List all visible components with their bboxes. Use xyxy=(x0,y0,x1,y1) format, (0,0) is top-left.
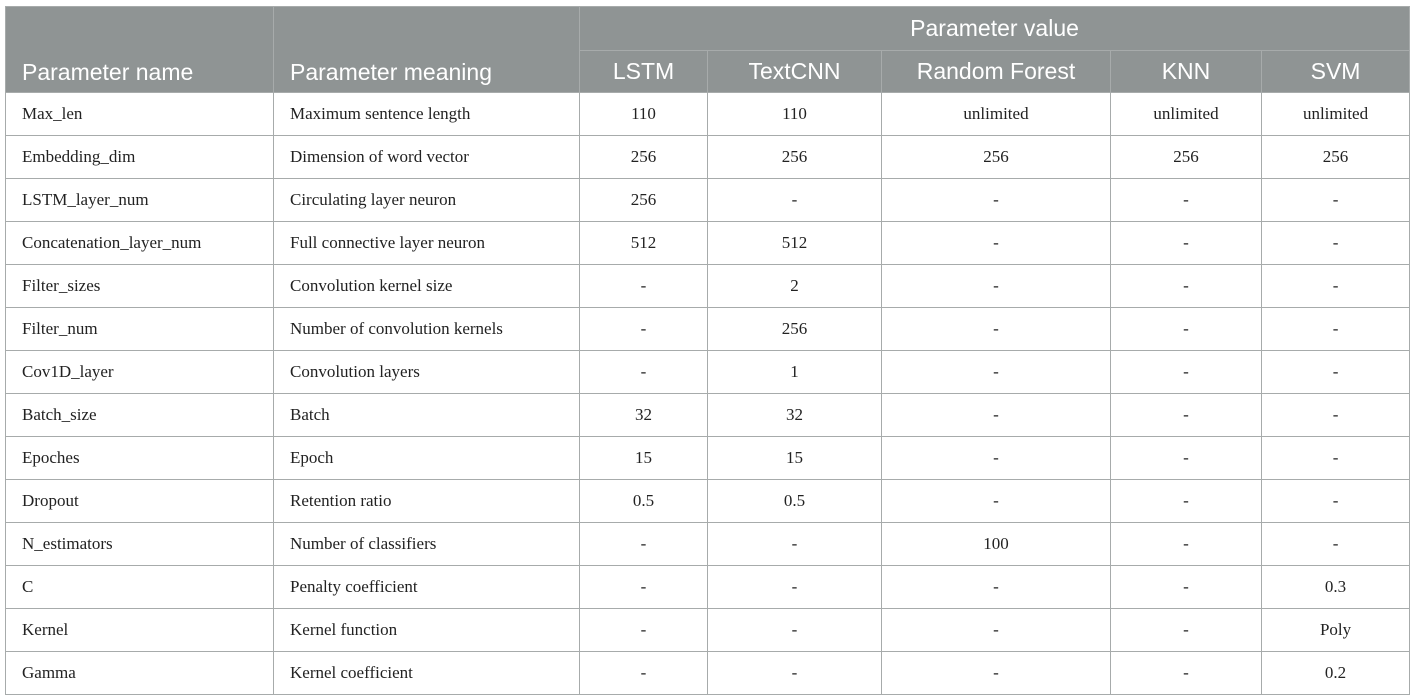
header-parameter-name: Parameter name xyxy=(6,7,274,93)
header-model-textcnn: TextCNN xyxy=(708,51,882,93)
cell-parameter-name: Gamma xyxy=(6,652,274,695)
cell-value-random-forest: 100 xyxy=(882,523,1111,566)
cell-value-lstm: 256 xyxy=(580,136,708,179)
cell-value-lstm: 15 xyxy=(580,437,708,480)
parameter-table-container xyxy=(5,6,1409,695)
table-row xyxy=(6,609,1410,652)
cell-value-lstm: - xyxy=(580,351,708,394)
cell-value-random-forest: - xyxy=(882,308,1111,351)
cell-value-lstm: - xyxy=(580,308,708,351)
cell-parameter-meaning: Maximum sentence length xyxy=(274,93,580,136)
table-body xyxy=(6,93,1410,695)
header-model-knn: KNN xyxy=(1111,51,1262,93)
cell-value-textcnn: 256 xyxy=(708,136,882,179)
cell-value-svm: 0.3 xyxy=(1262,566,1410,609)
cell-value-svm: - xyxy=(1262,179,1410,222)
parameter-table xyxy=(5,6,1410,695)
cell-value-knn: - xyxy=(1111,652,1262,695)
table-row xyxy=(6,523,1410,566)
cell-value-lstm: 0.5 xyxy=(580,480,708,523)
cell-parameter-name: Dropout xyxy=(6,480,274,523)
cell-parameter-name: Cov1D_layer xyxy=(6,351,274,394)
cell-value-random-forest: - xyxy=(882,437,1111,480)
cell-value-textcnn: 110 xyxy=(708,93,882,136)
cell-value-textcnn: 1 xyxy=(708,351,882,394)
cell-value-random-forest: unlimited xyxy=(882,93,1111,136)
cell-parameter-meaning: Convolution kernel size xyxy=(274,265,580,308)
cell-value-random-forest: - xyxy=(882,609,1111,652)
table-row xyxy=(6,394,1410,437)
cell-value-knn: - xyxy=(1111,523,1262,566)
cell-parameter-name: N_estimators xyxy=(6,523,274,566)
cell-value-lstm: 256 xyxy=(580,179,708,222)
cell-value-svm: unlimited xyxy=(1262,93,1410,136)
cell-value-textcnn: 2 xyxy=(708,265,882,308)
cell-value-svm: - xyxy=(1262,437,1410,480)
cell-value-lstm: 512 xyxy=(580,222,708,265)
table-row xyxy=(6,308,1410,351)
cell-value-knn: - xyxy=(1111,480,1262,523)
cell-value-svm: - xyxy=(1262,523,1410,566)
cell-value-svm: 256 xyxy=(1262,136,1410,179)
cell-value-random-forest: - xyxy=(882,265,1111,308)
table-row xyxy=(6,136,1410,179)
table-row xyxy=(6,222,1410,265)
cell-value-knn: - xyxy=(1111,179,1262,222)
cell-value-textcnn: 15 xyxy=(708,437,882,480)
table-row xyxy=(6,437,1410,480)
cell-value-svm: - xyxy=(1262,222,1410,265)
cell-value-lstm: - xyxy=(580,652,708,695)
header-model-lstm: LSTM xyxy=(580,51,708,93)
table-row xyxy=(6,480,1410,523)
cell-value-random-forest: - xyxy=(882,222,1111,265)
table-row xyxy=(6,652,1410,695)
cell-value-textcnn: 512 xyxy=(708,222,882,265)
cell-value-random-forest: - xyxy=(882,566,1111,609)
cell-value-random-forest: - xyxy=(882,394,1111,437)
cell-value-textcnn: 0.5 xyxy=(708,480,882,523)
cell-parameter-meaning: Dimension of word vector xyxy=(274,136,580,179)
cell-parameter-meaning: Full connective layer neuron xyxy=(274,222,580,265)
header-parameter-meaning: Parameter meaning xyxy=(274,7,580,93)
cell-value-svm: - xyxy=(1262,265,1410,308)
cell-parameter-meaning: Penalty coefficient xyxy=(274,566,580,609)
cell-value-textcnn: 256 xyxy=(708,308,882,351)
cell-parameter-name: C xyxy=(6,566,274,609)
header-model-random-forest: Random Forest xyxy=(882,51,1111,93)
cell-value-random-forest: 256 xyxy=(882,136,1111,179)
cell-value-random-forest: - xyxy=(882,351,1111,394)
cell-value-knn: - xyxy=(1111,351,1262,394)
cell-value-knn: - xyxy=(1111,308,1262,351)
cell-parameter-name: Concatenation_layer_num xyxy=(6,222,274,265)
header-parameter-value-group: Parameter value xyxy=(580,7,1410,51)
table-row xyxy=(6,566,1410,609)
cell-value-textcnn: - xyxy=(708,523,882,566)
cell-parameter-meaning: Retention ratio xyxy=(274,480,580,523)
cell-value-knn: - xyxy=(1111,566,1262,609)
cell-value-textcnn: - xyxy=(708,609,882,652)
table-row xyxy=(6,179,1410,222)
cell-parameter-meaning: Convolution layers xyxy=(274,351,580,394)
cell-value-lstm: - xyxy=(580,523,708,566)
cell-value-svm: Poly xyxy=(1262,609,1410,652)
table-row xyxy=(6,265,1410,308)
cell-value-textcnn: - xyxy=(708,652,882,695)
cell-parameter-meaning: Number of convolution kernels xyxy=(274,308,580,351)
cell-value-lstm: - xyxy=(580,566,708,609)
cell-value-svm: - xyxy=(1262,394,1410,437)
cell-parameter-name: Batch_size xyxy=(6,394,274,437)
cell-value-lstm: 32 xyxy=(580,394,708,437)
cell-value-knn: - xyxy=(1111,437,1262,480)
header-model-svm: SVM xyxy=(1262,51,1410,93)
table-row xyxy=(6,351,1410,394)
cell-value-knn: - xyxy=(1111,394,1262,437)
cell-value-lstm: - xyxy=(580,265,708,308)
cell-parameter-name: Max_len xyxy=(6,93,274,136)
cell-value-svm: 0.2 xyxy=(1262,652,1410,695)
cell-parameter-meaning: Kernel coefficient xyxy=(274,652,580,695)
cell-parameter-meaning: Batch xyxy=(274,394,580,437)
cell-value-random-forest: - xyxy=(882,179,1111,222)
cell-value-lstm: 110 xyxy=(580,93,708,136)
table-row xyxy=(6,93,1410,136)
cell-parameter-name: Kernel xyxy=(6,609,274,652)
cell-value-svm: - xyxy=(1262,308,1410,351)
cell-parameter-meaning: Number of classifiers xyxy=(274,523,580,566)
cell-parameter-meaning: Epoch xyxy=(274,437,580,480)
cell-value-knn: unlimited xyxy=(1111,93,1262,136)
cell-value-textcnn: - xyxy=(708,566,882,609)
cell-parameter-name: Filter_num xyxy=(6,308,274,351)
cell-parameter-name: Epoches xyxy=(6,437,274,480)
cell-parameter-name: Filter_sizes xyxy=(6,265,274,308)
cell-value-lstm: - xyxy=(580,609,708,652)
cell-parameter-name: Embedding_dim xyxy=(6,136,274,179)
cell-value-random-forest: - xyxy=(882,652,1111,695)
table-header xyxy=(6,7,1410,93)
cell-value-svm: - xyxy=(1262,351,1410,394)
cell-parameter-name: LSTM_layer_num xyxy=(6,179,274,222)
cell-value-knn: - xyxy=(1111,265,1262,308)
cell-value-knn: - xyxy=(1111,609,1262,652)
cell-value-textcnn: 32 xyxy=(708,394,882,437)
cell-value-svm: - xyxy=(1262,480,1410,523)
cell-value-knn: - xyxy=(1111,222,1262,265)
cell-value-textcnn: - xyxy=(708,179,882,222)
cell-value-random-forest: - xyxy=(882,480,1111,523)
cell-parameter-meaning: Kernel function xyxy=(274,609,580,652)
cell-parameter-meaning: Circulating layer neuron xyxy=(274,179,580,222)
cell-value-knn: 256 xyxy=(1111,136,1262,179)
